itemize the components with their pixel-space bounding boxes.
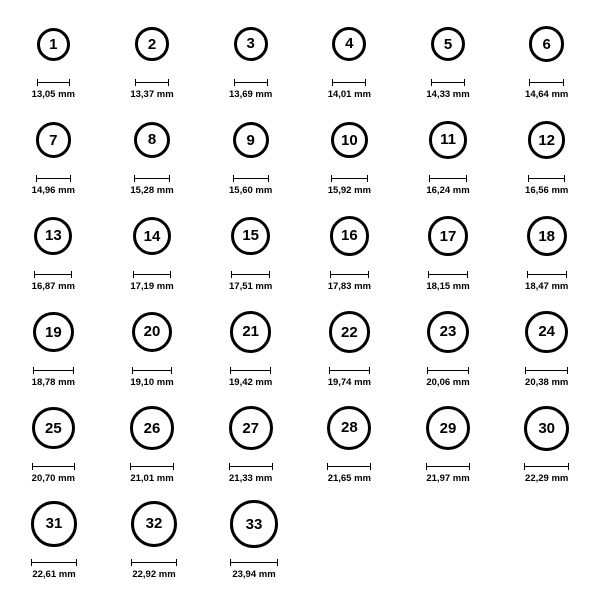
ring-size-cell[interactable] — [103, 10, 202, 106]
ring-size-cell[interactable] — [204, 490, 304, 586]
ring-circle-wrap — [427, 298, 469, 366]
diameter-value-label: 17,19 mm — [130, 281, 174, 292]
ring-circle-icon — [233, 122, 269, 158]
ring-circle-wrap — [527, 202, 567, 270]
diameter-measure-line — [431, 78, 466, 87]
ring-circle-icon — [135, 27, 168, 60]
ring-size-label: 27 — [242, 419, 260, 437]
diameter-value-label: 18,78 mm — [31, 377, 75, 388]
diameter-value-label: 13,05 mm — [31, 89, 75, 100]
diameter-value-label: 13,69 mm — [229, 89, 273, 100]
ring-size-label: 19 — [44, 323, 62, 341]
measure-bar — [233, 178, 269, 179]
ring-circle-wrap — [431, 10, 466, 78]
ring-circle-icon — [230, 311, 271, 352]
ring-circle-icon — [130, 406, 173, 449]
ring-circle-wrap — [230, 298, 271, 366]
ring-circle-wrap — [36, 106, 71, 174]
ring-circle-icon — [332, 27, 366, 61]
ring-size-cell[interactable] — [399, 202, 498, 298]
ring-size-cell[interactable] — [300, 394, 399, 490]
diameter-value-label: 21,97 mm — [426, 473, 470, 484]
measure-bar — [426, 466, 471, 467]
ring-size-label: 13 — [44, 227, 62, 245]
ring-size-label: 23 — [439, 323, 457, 341]
ring-circle-wrap — [524, 394, 569, 462]
ring-circle-icon — [131, 501, 177, 547]
diameter-measure-line — [134, 174, 170, 183]
ring-size-cell[interactable] — [201, 298, 300, 394]
measure-bar — [528, 178, 566, 179]
ring-size-label: 31 — [45, 515, 63, 533]
ring-size-cell[interactable] — [399, 394, 498, 490]
measure-bar — [135, 82, 168, 83]
ring-size-label: 1 — [49, 35, 58, 53]
ring-size-cell[interactable] — [497, 298, 596, 394]
ring-size-label: 4 — [345, 35, 354, 53]
measure-bar — [32, 466, 75, 467]
measure-bar — [234, 82, 268, 83]
ring-size-cell[interactable] — [104, 490, 204, 586]
measure-bar — [230, 562, 277, 563]
ring-size-cell[interactable] — [497, 202, 596, 298]
ring-size-label: 32 — [145, 515, 163, 533]
diameter-value-label: 22,29 mm — [525, 473, 569, 484]
diameter-value-label: 19,10 mm — [130, 377, 174, 388]
diameter-value-label: 15,92 mm — [327, 185, 371, 196]
diameter-value-label: 21,65 mm — [327, 473, 371, 484]
diameter-measure-line — [131, 558, 177, 567]
diameter-measure-line — [132, 366, 173, 375]
ring-size-label: 29 — [439, 419, 457, 437]
ring-circle-wrap — [525, 298, 568, 366]
diameter-value-label: 17,51 mm — [229, 281, 273, 292]
ring-size-label: 3 — [246, 35, 255, 53]
measure-bar — [230, 370, 271, 371]
ring-circle-icon — [525, 311, 568, 354]
ring-size-label: 5 — [443, 35, 453, 53]
ring-circle-wrap — [131, 490, 177, 558]
diameter-value-label: 21,01 mm — [130, 473, 174, 484]
ring-size-row — [4, 490, 596, 586]
ring-circle-wrap — [132, 298, 173, 366]
ring-size-cell[interactable] — [300, 106, 399, 202]
diameter-measure-line — [32, 462, 75, 471]
ring-circle-icon — [36, 122, 71, 157]
ring-circle-wrap — [233, 106, 269, 174]
diameter-measure-line — [133, 270, 171, 279]
measure-bar — [130, 466, 173, 467]
ring-size-cell[interactable] — [4, 10, 103, 106]
ring-circle-wrap — [329, 298, 371, 366]
ring-circle-wrap — [32, 394, 75, 462]
ring-size-cell[interactable] — [497, 10, 596, 106]
ring-size-cell[interactable] — [201, 394, 300, 490]
ring-circle-icon — [426, 406, 471, 451]
measure-bar — [329, 370, 371, 371]
ring-size-cell[interactable] — [4, 106, 103, 202]
diameter-value-label: 16,56 mm — [525, 185, 569, 196]
diameter-measure-line — [332, 78, 366, 87]
ring-size-label: 18 — [538, 227, 556, 245]
ring-circle-icon — [327, 406, 371, 450]
diameter-value-label: 14,96 mm — [31, 185, 75, 196]
measure-bar — [134, 178, 170, 179]
ring-circle-wrap — [330, 202, 369, 270]
diameter-measure-line — [529, 78, 564, 87]
diameter-value-label: 14,64 mm — [525, 89, 569, 100]
measure-bar — [132, 370, 173, 371]
ring-circle-icon — [133, 217, 171, 255]
measure-bar — [331, 178, 368, 179]
ring-size-label: 24 — [538, 323, 556, 341]
ring-circle-wrap — [135, 10, 168, 78]
ring-size-row — [4, 298, 596, 394]
ring-circle-icon — [329, 311, 371, 353]
ring-size-label: 14 — [143, 227, 161, 245]
ring-circle-icon — [529, 26, 564, 61]
ring-circle-icon — [33, 312, 73, 352]
ring-size-label: 21 — [242, 323, 260, 341]
ring-size-label: 10 — [341, 131, 358, 149]
ring-circle-wrap — [331, 106, 368, 174]
ring-size-label: 9 — [246, 131, 255, 149]
ring-circle-icon — [134, 122, 170, 158]
measure-bar — [429, 178, 466, 179]
diameter-value-label: 17,83 mm — [327, 281, 371, 292]
ring-circle-icon — [31, 501, 76, 546]
measure-bar — [229, 466, 273, 467]
ring-size-row — [4, 106, 596, 202]
ring-size-cell[interactable] — [4, 490, 104, 586]
diameter-measure-line — [36, 174, 71, 183]
ring-size-label: 25 — [44, 419, 62, 437]
ring-circle-icon — [132, 312, 173, 353]
ring-size-cell[interactable] — [103, 106, 202, 202]
diameter-measure-line — [130, 462, 173, 471]
ring-size-row — [4, 202, 596, 298]
diameter-measure-line — [330, 270, 369, 279]
diameter-measure-line — [527, 270, 567, 279]
measure-bar — [431, 82, 466, 83]
diameter-value-label: 16,87 mm — [31, 281, 75, 292]
measure-bar — [36, 178, 71, 179]
ring-circle-wrap — [229, 394, 273, 462]
ring-size-cell[interactable] — [4, 298, 103, 394]
diameter-measure-line — [229, 462, 273, 471]
ring-circle-icon — [431, 27, 466, 62]
ring-circle-wrap — [231, 202, 270, 270]
ring-circle-icon — [234, 27, 268, 61]
measure-bar — [131, 562, 177, 563]
diameter-measure-line — [37, 78, 70, 87]
ring-circle-icon — [427, 311, 469, 353]
ring-circle-icon — [32, 407, 75, 450]
diameter-value-label: 20,70 mm — [31, 473, 75, 484]
ring-circle-icon — [229, 406, 273, 450]
ring-size-label: 6 — [542, 35, 551, 53]
measure-bar — [330, 274, 369, 275]
diameter-measure-line — [31, 558, 76, 567]
measure-bar — [34, 274, 72, 275]
diameter-value-label: 13,37 mm — [130, 89, 174, 100]
measure-bar — [31, 562, 76, 563]
ring-circle-icon — [231, 217, 270, 256]
ring-size-cell[interactable] — [201, 202, 300, 298]
ring-size-row — [4, 10, 596, 106]
diameter-value-label: 15,28 mm — [130, 185, 174, 196]
diameter-value-label: 14,33 mm — [426, 89, 470, 100]
ring-size-label: 8 — [147, 131, 157, 149]
ring-circle-wrap — [426, 394, 471, 462]
ring-circle-icon — [527, 216, 567, 256]
ring-size-cell[interactable] — [4, 394, 103, 490]
diameter-measure-line — [524, 462, 569, 471]
diameter-value-label: 19,74 mm — [327, 377, 371, 388]
ring-size-cell[interactable] — [300, 10, 399, 106]
ring-size-label: 33 — [245, 515, 263, 533]
ring-size-cell[interactable] — [201, 10, 300, 106]
ring-circle-wrap — [130, 394, 173, 462]
ring-size-cell[interactable] — [300, 298, 399, 394]
ring-size-cell[interactable] — [399, 298, 498, 394]
ring-circle-wrap — [133, 202, 171, 270]
ring-circle-icon — [37, 28, 70, 61]
ring-circle-wrap — [428, 202, 468, 270]
ring-size-label: 15 — [242, 227, 260, 245]
diameter-value-label: 20,06 mm — [426, 377, 470, 388]
ring-circle-wrap — [429, 106, 466, 174]
diameter-measure-line — [427, 366, 469, 375]
measure-bar — [428, 274, 468, 275]
measure-bar — [524, 466, 569, 467]
diameter-measure-line — [525, 366, 568, 375]
ring-size-label: 28 — [341, 419, 358, 437]
ring-size-cell[interactable] — [103, 202, 202, 298]
diameter-value-label: 16,24 mm — [426, 185, 470, 196]
diameter-measure-line — [231, 270, 270, 279]
ring-size-cell[interactable] — [300, 202, 399, 298]
ring-circle-icon — [330, 216, 369, 255]
ring-circle-wrap — [31, 490, 76, 558]
ring-size-label: 26 — [143, 419, 161, 437]
ring-size-cell[interactable] — [103, 394, 202, 490]
ring-size-cell[interactable] — [201, 106, 300, 202]
diameter-value-label: 15,60 mm — [229, 185, 273, 196]
diameter-value-label: 20,38 mm — [525, 377, 569, 388]
ring-size-cell[interactable] — [103, 298, 202, 394]
diameter-measure-line — [233, 174, 269, 183]
measure-bar — [527, 274, 567, 275]
measure-bar — [33, 370, 73, 371]
ring-size-label: 7 — [49, 131, 58, 149]
diameter-value-label: 22,61 mm — [32, 569, 76, 580]
ring-circle-icon — [528, 121, 566, 159]
ring-circle-wrap — [34, 202, 72, 270]
diameter-measure-line — [135, 78, 168, 87]
ring-circle-wrap — [230, 490, 277, 558]
ring-circle-wrap — [529, 10, 564, 78]
ring-size-label: 30 — [538, 419, 556, 437]
ring-size-label: 11 — [440, 131, 456, 149]
ring-size-cell[interactable] — [399, 10, 498, 106]
measure-bar — [327, 466, 371, 467]
measure-bar — [231, 274, 270, 275]
diameter-value-label: 21,33 mm — [229, 473, 273, 484]
diameter-measure-line — [327, 462, 371, 471]
ring-size-label: 2 — [147, 35, 157, 53]
ring-circle-icon — [331, 122, 368, 159]
diameter-measure-line — [428, 270, 468, 279]
ring-size-label: 16 — [341, 227, 358, 245]
diameter-measure-line — [429, 174, 466, 183]
diameter-value-label: 18,47 mm — [525, 281, 569, 292]
diameter-measure-line — [33, 366, 73, 375]
ring-size-cell[interactable] — [497, 106, 596, 202]
diameter-measure-line — [329, 366, 371, 375]
ring-circle-wrap — [327, 394, 371, 462]
ring-circle-wrap — [37, 10, 70, 78]
diameter-measure-line — [230, 366, 271, 375]
diameter-value-label: 14,01 mm — [327, 89, 371, 100]
ring-size-label: 17 — [439, 227, 457, 245]
diameter-value-label: 22,92 mm — [132, 569, 176, 580]
ring-size-row — [4, 394, 596, 490]
measure-bar — [332, 82, 366, 83]
diameter-measure-line — [34, 270, 72, 279]
diameter-value-label: 18,15 mm — [426, 281, 470, 292]
ring-size-cell[interactable] — [497, 394, 596, 490]
ring-size-label: 20 — [143, 323, 161, 341]
measure-bar — [37, 82, 70, 83]
ring-circle-icon — [429, 121, 466, 158]
measure-bar — [525, 370, 568, 371]
measure-bar — [427, 370, 469, 371]
ring-circle-wrap — [332, 10, 366, 78]
ring-size-cell[interactable] — [4, 202, 103, 298]
ring-circle-icon — [230, 500, 277, 547]
ring-size-label: 22 — [341, 323, 358, 341]
ring-size-label: 12 — [538, 131, 556, 149]
diameter-value-label: 19,42 mm — [229, 377, 273, 388]
ring-circle-icon — [34, 217, 72, 255]
diameter-measure-line — [426, 462, 471, 471]
diameter-measure-line — [528, 174, 566, 183]
ring-circle-icon — [524, 406, 569, 451]
measure-bar — [529, 82, 564, 83]
ring-size-cell[interactable] — [399, 106, 498, 202]
ring-circle-icon — [428, 216, 468, 256]
measure-bar — [133, 274, 171, 275]
ring-circle-wrap — [134, 106, 170, 174]
diameter-measure-line — [331, 174, 368, 183]
diameter-measure-line — [230, 558, 277, 567]
ring-circle-wrap — [234, 10, 268, 78]
diameter-value-label: 23,94 mm — [232, 569, 276, 580]
diameter-measure-line — [234, 78, 268, 87]
ring-circle-wrap — [528, 106, 566, 174]
ring-circle-wrap — [33, 298, 73, 366]
